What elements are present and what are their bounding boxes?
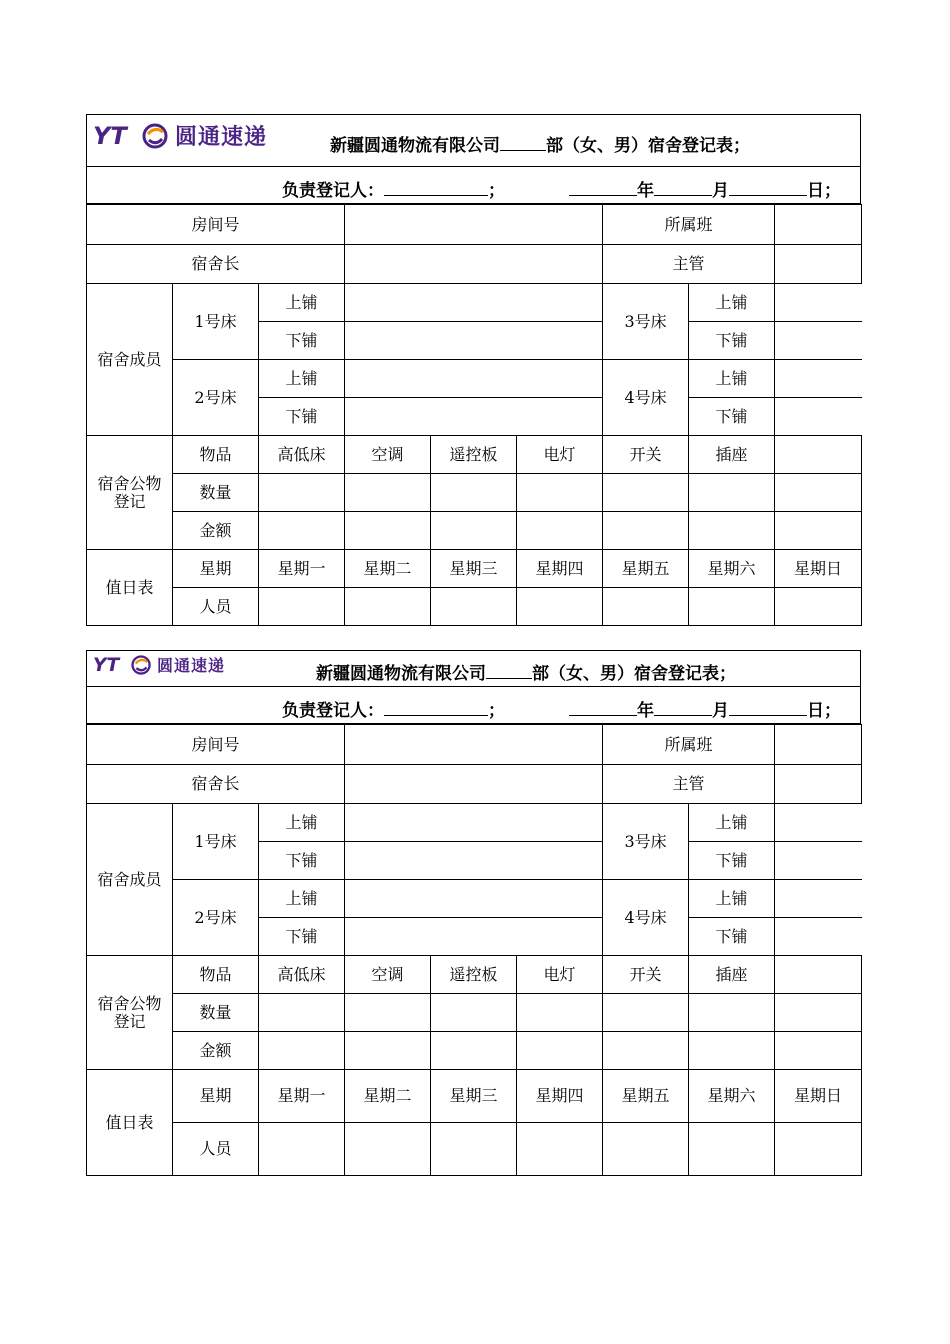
bed-1-lower-input[interactable] <box>345 842 603 880</box>
assets-row-quantity: 数量 <box>173 474 259 512</box>
weekday-thu: 星期四 <box>517 1070 603 1123</box>
class-label: 所属班 <box>603 725 775 765</box>
supervisor-label: 主管 <box>603 765 775 804</box>
bed-3-upper-label: 上铺 <box>689 804 775 842</box>
weekday-sun: 星期日 <box>775 550 862 588</box>
bed-3-upper-input[interactable] <box>775 284 862 322</box>
class-label: 所属班 <box>603 205 775 245</box>
bed-1-upper-label: 上铺 <box>259 284 345 322</box>
title-suffix: 部（女、男）宿舍登记表； <box>546 136 750 156</box>
duty-person-input[interactable] <box>689 1123 775 1176</box>
quantity-input[interactable] <box>517 474 603 512</box>
duty-person-input[interactable] <box>345 1123 431 1176</box>
amount-input[interactable] <box>259 1032 345 1070</box>
registrar-line <box>282 176 841 201</box>
weekday-mon: 星期一 <box>259 1070 345 1123</box>
quantity-input[interactable] <box>689 474 775 512</box>
asset-extra[interactable] <box>775 436 862 474</box>
bed-4-lower-input[interactable] <box>775 918 862 956</box>
asset-remote: 遥控板 <box>431 436 517 474</box>
year-label: 年 <box>637 701 654 721</box>
bed-3-upper-label: 上铺 <box>689 284 775 322</box>
duty-person-input[interactable] <box>603 1123 689 1176</box>
quantity-input[interactable] <box>345 474 431 512</box>
quantity-input[interactable] <box>689 994 775 1032</box>
year-blank[interactable] <box>569 701 637 716</box>
amount-input[interactable] <box>775 512 862 550</box>
bed-2-upper-label: 上铺 <box>259 880 345 918</box>
amount-input[interactable] <box>775 1032 862 1070</box>
duty-person-input[interactable] <box>775 588 862 626</box>
bed-1-label: 1号床 <box>173 804 259 880</box>
amount-input[interactable] <box>431 1032 517 1070</box>
class-input[interactable] <box>775 205 862 245</box>
asset-switch: 开关 <box>603 956 689 994</box>
registrar-sep: ； <box>488 181 505 201</box>
quantity-input[interactable] <box>517 994 603 1032</box>
bed-3-label: 3号床 <box>603 284 689 360</box>
form-title <box>330 131 750 156</box>
duty-label: 值日表 <box>87 1070 173 1176</box>
duty-person-input[interactable] <box>431 588 517 626</box>
room-number-label: 房间号 <box>87 725 345 765</box>
quantity-input[interactable] <box>775 994 862 1032</box>
month-label: 月 <box>712 701 729 721</box>
asset-socket: 插座 <box>689 956 775 994</box>
registrar-blank[interactable] <box>384 181 488 196</box>
title-prefix: 新疆圆通物流有限公司 <box>316 664 486 684</box>
title-suffix: 部（女、男）宿舍登记表； <box>532 664 736 684</box>
bed-4-lower-label: 下铺 <box>689 398 775 436</box>
asset-switch: 开关 <box>603 436 689 474</box>
bed-1-upper-input[interactable] <box>345 284 603 322</box>
registrar-label: 负责登记人： <box>282 181 384 201</box>
bed-1-lower-label: 下铺 <box>259 322 345 360</box>
weekday-mon: 星期一 <box>259 550 345 588</box>
asset-air-conditioner: 空调 <box>345 436 431 474</box>
members-label: 宿舍成员 <box>87 804 173 956</box>
supervisor-input[interactable] <box>775 765 862 804</box>
department-blank[interactable] <box>500 136 546 151</box>
bed-2-lower-input[interactable] <box>345 918 603 956</box>
asset-remote: 遥控板 <box>431 956 517 994</box>
amount-input[interactable] <box>431 512 517 550</box>
assets-label: 宿舍公物 登记 <box>87 436 173 550</box>
quantity-input[interactable] <box>259 474 345 512</box>
department-blank[interactable] <box>486 664 532 679</box>
duty-row-weekday: 星期 <box>173 1070 259 1123</box>
bed-3-upper-input[interactable] <box>775 804 862 842</box>
duty-person-input[interactable] <box>345 588 431 626</box>
weekday-fri: 星期五 <box>603 550 689 588</box>
amount-input[interactable] <box>603 512 689 550</box>
month-blank[interactable] <box>654 701 712 716</box>
amount-input[interactable] <box>345 512 431 550</box>
logo-text: 圆通速递 <box>175 125 268 150</box>
bed-4-label: 4号床 <box>603 880 689 956</box>
year-label: 年 <box>637 181 654 201</box>
room-number-label: 房间号 <box>87 205 345 245</box>
form-header <box>86 114 861 167</box>
room-number-input[interactable] <box>345 205 603 245</box>
dorm-head-label: 宿舍长 <box>87 245 345 284</box>
registrar-row <box>86 167 861 204</box>
asset-light: 电灯 <box>517 956 603 994</box>
bed-1-upper-label: 上铺 <box>259 804 345 842</box>
day-label: 日； <box>807 701 841 721</box>
amount-input[interactable] <box>259 512 345 550</box>
weekday-fri: 星期五 <box>603 1070 689 1123</box>
bed-1-lower-input[interactable] <box>345 322 603 360</box>
assets-row-amount: 金额 <box>173 1032 259 1070</box>
duty-person-input[interactable] <box>775 1123 862 1176</box>
bed-2-upper-input[interactable] <box>345 880 603 918</box>
amount-input[interactable] <box>517 512 603 550</box>
yto-logo-icon <box>93 122 173 150</box>
registrar-line <box>282 696 841 721</box>
bed-4-upper-input[interactable] <box>775 880 862 918</box>
yto-logo <box>93 653 225 676</box>
asset-light: 电灯 <box>517 436 603 474</box>
room-number-input[interactable] <box>345 725 603 765</box>
day-label: 日； <box>807 181 841 201</box>
quantity-input[interactable] <box>775 474 862 512</box>
quantity-input[interactable] <box>259 994 345 1032</box>
registrar-blank[interactable] <box>384 701 488 716</box>
quantity-input[interactable] <box>431 474 517 512</box>
month-label: 月 <box>712 181 729 201</box>
bed-2-label: 2号床 <box>173 360 259 436</box>
weekday-wed: 星期三 <box>431 550 517 588</box>
asset-socket: 插座 <box>689 436 775 474</box>
weekday-sun: 星期日 <box>775 1070 862 1123</box>
duty-person-input[interactable] <box>517 1123 603 1176</box>
bed-1-label: 1号床 <box>173 284 259 360</box>
assets-label: 宿舍公物 登记 <box>87 956 173 1070</box>
duty-row-person: 人员 <box>173 588 259 626</box>
duty-person-input[interactable] <box>259 588 345 626</box>
members-label: 宿舍成员 <box>87 284 173 436</box>
duty-person-input[interactable] <box>517 588 603 626</box>
bed-2-label: 2号床 <box>173 880 259 956</box>
amount-input[interactable] <box>517 1032 603 1070</box>
bed-2-lower-input[interactable] <box>345 398 603 436</box>
registrar-row <box>86 687 861 724</box>
duty-person-input[interactable] <box>689 588 775 626</box>
bed-3-label: 3号床 <box>603 804 689 880</box>
year-blank[interactable] <box>569 181 637 196</box>
duty-person-input[interactable] <box>431 1123 517 1176</box>
duty-row-weekday: 星期 <box>173 550 259 588</box>
quantity-input[interactable] <box>603 474 689 512</box>
bed-2-upper-input[interactable] <box>345 360 603 398</box>
dorm-head-label: 宿舍长 <box>87 765 345 804</box>
registration-table <box>86 724 862 1176</box>
asset-bunk-bed: 高低床 <box>259 436 345 474</box>
amount-input[interactable] <box>345 1032 431 1070</box>
duty-person-input[interactable] <box>603 588 689 626</box>
bed-1-lower-label: 下铺 <box>259 842 345 880</box>
bed-3-lower-input[interactable] <box>775 322 862 360</box>
asset-extra[interactable] <box>775 956 862 994</box>
weekday-wed: 星期三 <box>431 1070 517 1123</box>
day-blank[interactable] <box>729 181 807 196</box>
bed-2-lower-label: 下铺 <box>259 918 345 956</box>
weekday-thu: 星期四 <box>517 550 603 588</box>
amount-input[interactable] <box>603 1032 689 1070</box>
dormitory-registration-form <box>86 650 861 1176</box>
assets-row-item: 物品 <box>173 956 259 994</box>
weekday-sat: 星期六 <box>689 550 775 588</box>
yto-logo-icon <box>93 654 155 676</box>
form-title <box>316 659 736 684</box>
dormitory-registration-form <box>86 114 861 626</box>
bed-4-upper-label: 上铺 <box>689 360 775 398</box>
registration-table <box>86 204 862 626</box>
logo-letters: YT <box>93 654 120 676</box>
bed-2-lower-label: 下铺 <box>259 398 345 436</box>
duty-person-input[interactable] <box>259 1123 345 1176</box>
duty-label: 值日表 <box>87 550 173 626</box>
logo-text: 圆通速递 <box>157 656 226 675</box>
title-prefix: 新疆圆通物流有限公司 <box>330 136 500 156</box>
assets-row-amount: 金额 <box>173 512 259 550</box>
supervisor-input[interactable] <box>775 245 862 284</box>
quantity-input[interactable] <box>431 994 517 1032</box>
bed-4-lower-input[interactable] <box>775 398 862 436</box>
registrar-sep: ； <box>488 701 505 721</box>
quantity-input[interactable] <box>345 994 431 1032</box>
day-blank[interactable] <box>729 701 807 716</box>
dorm-head-input[interactable] <box>345 765 603 804</box>
registrar-label: 负责登记人： <box>282 701 384 721</box>
yto-logo <box>93 120 267 151</box>
weekday-tue: 星期二 <box>345 1070 431 1123</box>
bed-2-upper-label: 上铺 <box>259 360 345 398</box>
bed-4-upper-input[interactable] <box>775 360 862 398</box>
bed-3-lower-input[interactable] <box>775 842 862 880</box>
bed-4-upper-label: 上铺 <box>689 880 775 918</box>
supervisor-label: 主管 <box>603 245 775 284</box>
bed-4-label: 4号床 <box>603 360 689 436</box>
bed-3-lower-label: 下铺 <box>689 842 775 880</box>
quantity-input[interactable] <box>603 994 689 1032</box>
bed-4-lower-label: 下铺 <box>689 918 775 956</box>
weekday-sat: 星期六 <box>689 1070 775 1123</box>
asset-bunk-bed: 高低床 <box>259 956 345 994</box>
asset-air-conditioner: 空调 <box>345 956 431 994</box>
form-header <box>86 650 861 687</box>
logo-letters: YT <box>93 121 127 150</box>
month-blank[interactable] <box>654 181 712 196</box>
duty-row-person: 人员 <box>173 1123 259 1176</box>
weekday-tue: 星期二 <box>345 550 431 588</box>
bed-1-upper-input[interactable] <box>345 804 603 842</box>
bed-3-lower-label: 下铺 <box>689 322 775 360</box>
class-input[interactable] <box>775 725 862 765</box>
amount-input[interactable] <box>689 512 775 550</box>
assets-row-item: 物品 <box>173 436 259 474</box>
amount-input[interactable] <box>689 1032 775 1070</box>
assets-row-quantity: 数量 <box>173 994 259 1032</box>
dorm-head-input[interactable] <box>345 245 603 284</box>
